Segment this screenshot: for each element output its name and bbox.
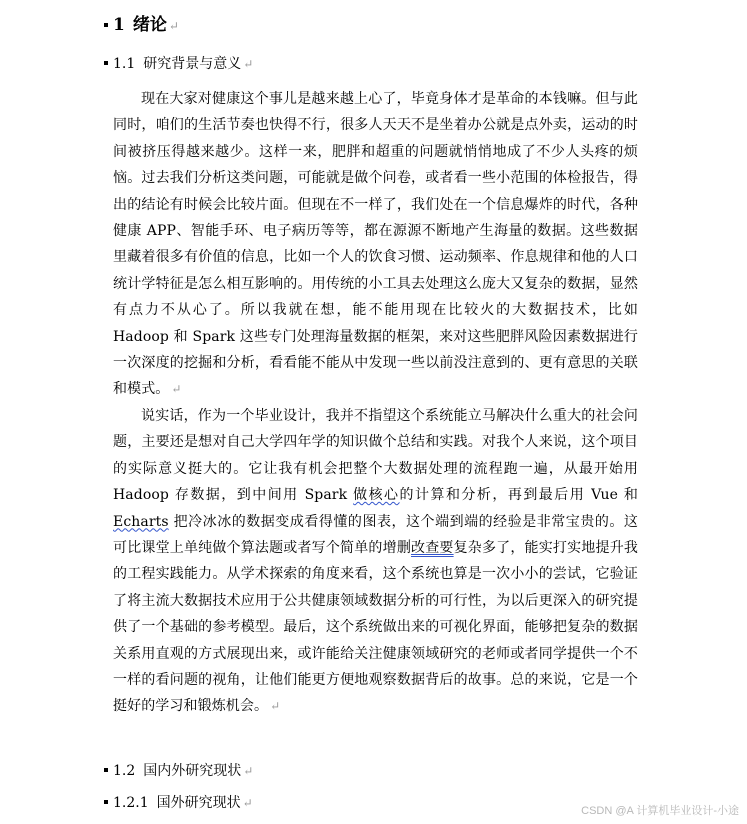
- heading-chapter-1: [104, 10, 179, 35]
- list-bullet: [104, 768, 108, 772]
- heading-title: 国内外研究现状: [143, 763, 242, 779]
- list-bullet: [104, 800, 108, 804]
- paragraph-mark-icon: ↵: [242, 796, 253, 810]
- paragraph-text: 的计算和分析，再到最后用 Vue 和: [399, 487, 638, 504]
- grammar-flag[interactable]: 改查要: [411, 539, 454, 556]
- spellcheck-flag[interactable]: 做核心: [353, 487, 400, 504]
- paragraph-text: 现在大家对健康这个事儿是越来越上心了，毕竟身体才是革命的本钱嘛。但与此同时，咱们的生活节奏也快得不行，很多人天天不是坐着办公就是点外卖，运动的时间被挤压得越来越少。这样一来，肥胖和超重的问题就悄悄地成了不少人头疼的烦恼。过去我们分析这类问题，可能就是做个问卷，或者看一些小范围的体检报告，得出的结论有时候会比较片面。但现在不一样了，我们处在一个信息爆炸的时代，各种健康 APP、智能手环、电子病历等等，都在源源不断地产生海量的数据。这些数据里藏着很多有价值的信息，比如一个人的饮食习惯、运动频率、作息规律和他的人口统计学特征是怎么相互影响的。用传统的小工具去处理这么庞大又复杂的数据，显然有点力不从心了。所以我就在想，能不能用现在比较火的大数据技术，比如 Hadoop 和 Spark 这些专门处理海量数据的框架，来对这些肥胖风险因素数据进行一次深度的挖掘和分析，看看能不能从中发现一些以前没注意到的、更有意思的关联和模式。: [113, 91, 638, 398]
- list-bullet: [104, 23, 108, 27]
- paragraph-mark-icon: ↵: [243, 57, 254, 71]
- heading-section-1-1: [104, 53, 253, 73]
- heading-number: 1.2.1: [113, 795, 149, 811]
- heading-number: 1: [113, 15, 125, 35]
- list-bullet: [104, 61, 108, 65]
- paragraph-mark-icon: ↵: [270, 699, 281, 714]
- paragraph-significance: [113, 403, 638, 720]
- paragraph-text: 把冷冰冰的数据变成看得懂的图表，这个端到端的经验是非常宝贵的。这可比课堂上单纯做个算法题或者写个简单的增删: [113, 513, 638, 556]
- heading-title: 研究背景与意义: [143, 56, 242, 72]
- watermark: CSDN @A 计算机毕业设计-小途: [581, 805, 739, 817]
- heading-title: 国外研究现状: [156, 795, 241, 811]
- body-text: [113, 86, 638, 720]
- heading-number: 1.2: [113, 763, 136, 779]
- paragraph-text: 复杂多了，能实打实地提升我的工程实践能力。从学术探索的角度来看，这个系统也算是一次小小的尝试，它验证了将主流大数据技术应用于公共健康领域数据分析的可行性，为以后更深入的研究提供了一个基础的参考模型。最后，这个系统做出来的可视化界面，能够把复杂的数据关系用直观的方式展现出来，或许能给关注健康领域研究的老师或者同学提供一个不一样的看问题的视角，让他们能更方便地观察数据背后的故事。总的来说，它是一个挺好的学习和锻炼机会。: [113, 539, 638, 715]
- heading-title: 绪论: [132, 15, 167, 35]
- heading-section-1-2: [104, 760, 253, 780]
- heading-number: 1.1: [113, 56, 136, 72]
- heading-section-1-2-1: [104, 792, 253, 812]
- paragraph-background: [113, 86, 638, 403]
- paragraph-mark-icon: ↵: [171, 382, 182, 397]
- spellcheck-flag[interactable]: Echarts: [113, 513, 169, 530]
- paragraph-mark-icon: ↵: [168, 19, 179, 33]
- paragraph-mark-icon: ↵: [243, 764, 254, 778]
- paragraph-text: 说实话，作为一个毕业设计，我并不指望这个系统能立马解决什么重大的社会问题，主要还是想对自己大学四年学的知识做个总结和实践。对我个人来说，这个项目的实际意义挺大的。它让我有机会把整个大数据处理的流程跑一遍，从最开始用 Hadoop 存数据，到中间用 Spark: [113, 407, 638, 504]
